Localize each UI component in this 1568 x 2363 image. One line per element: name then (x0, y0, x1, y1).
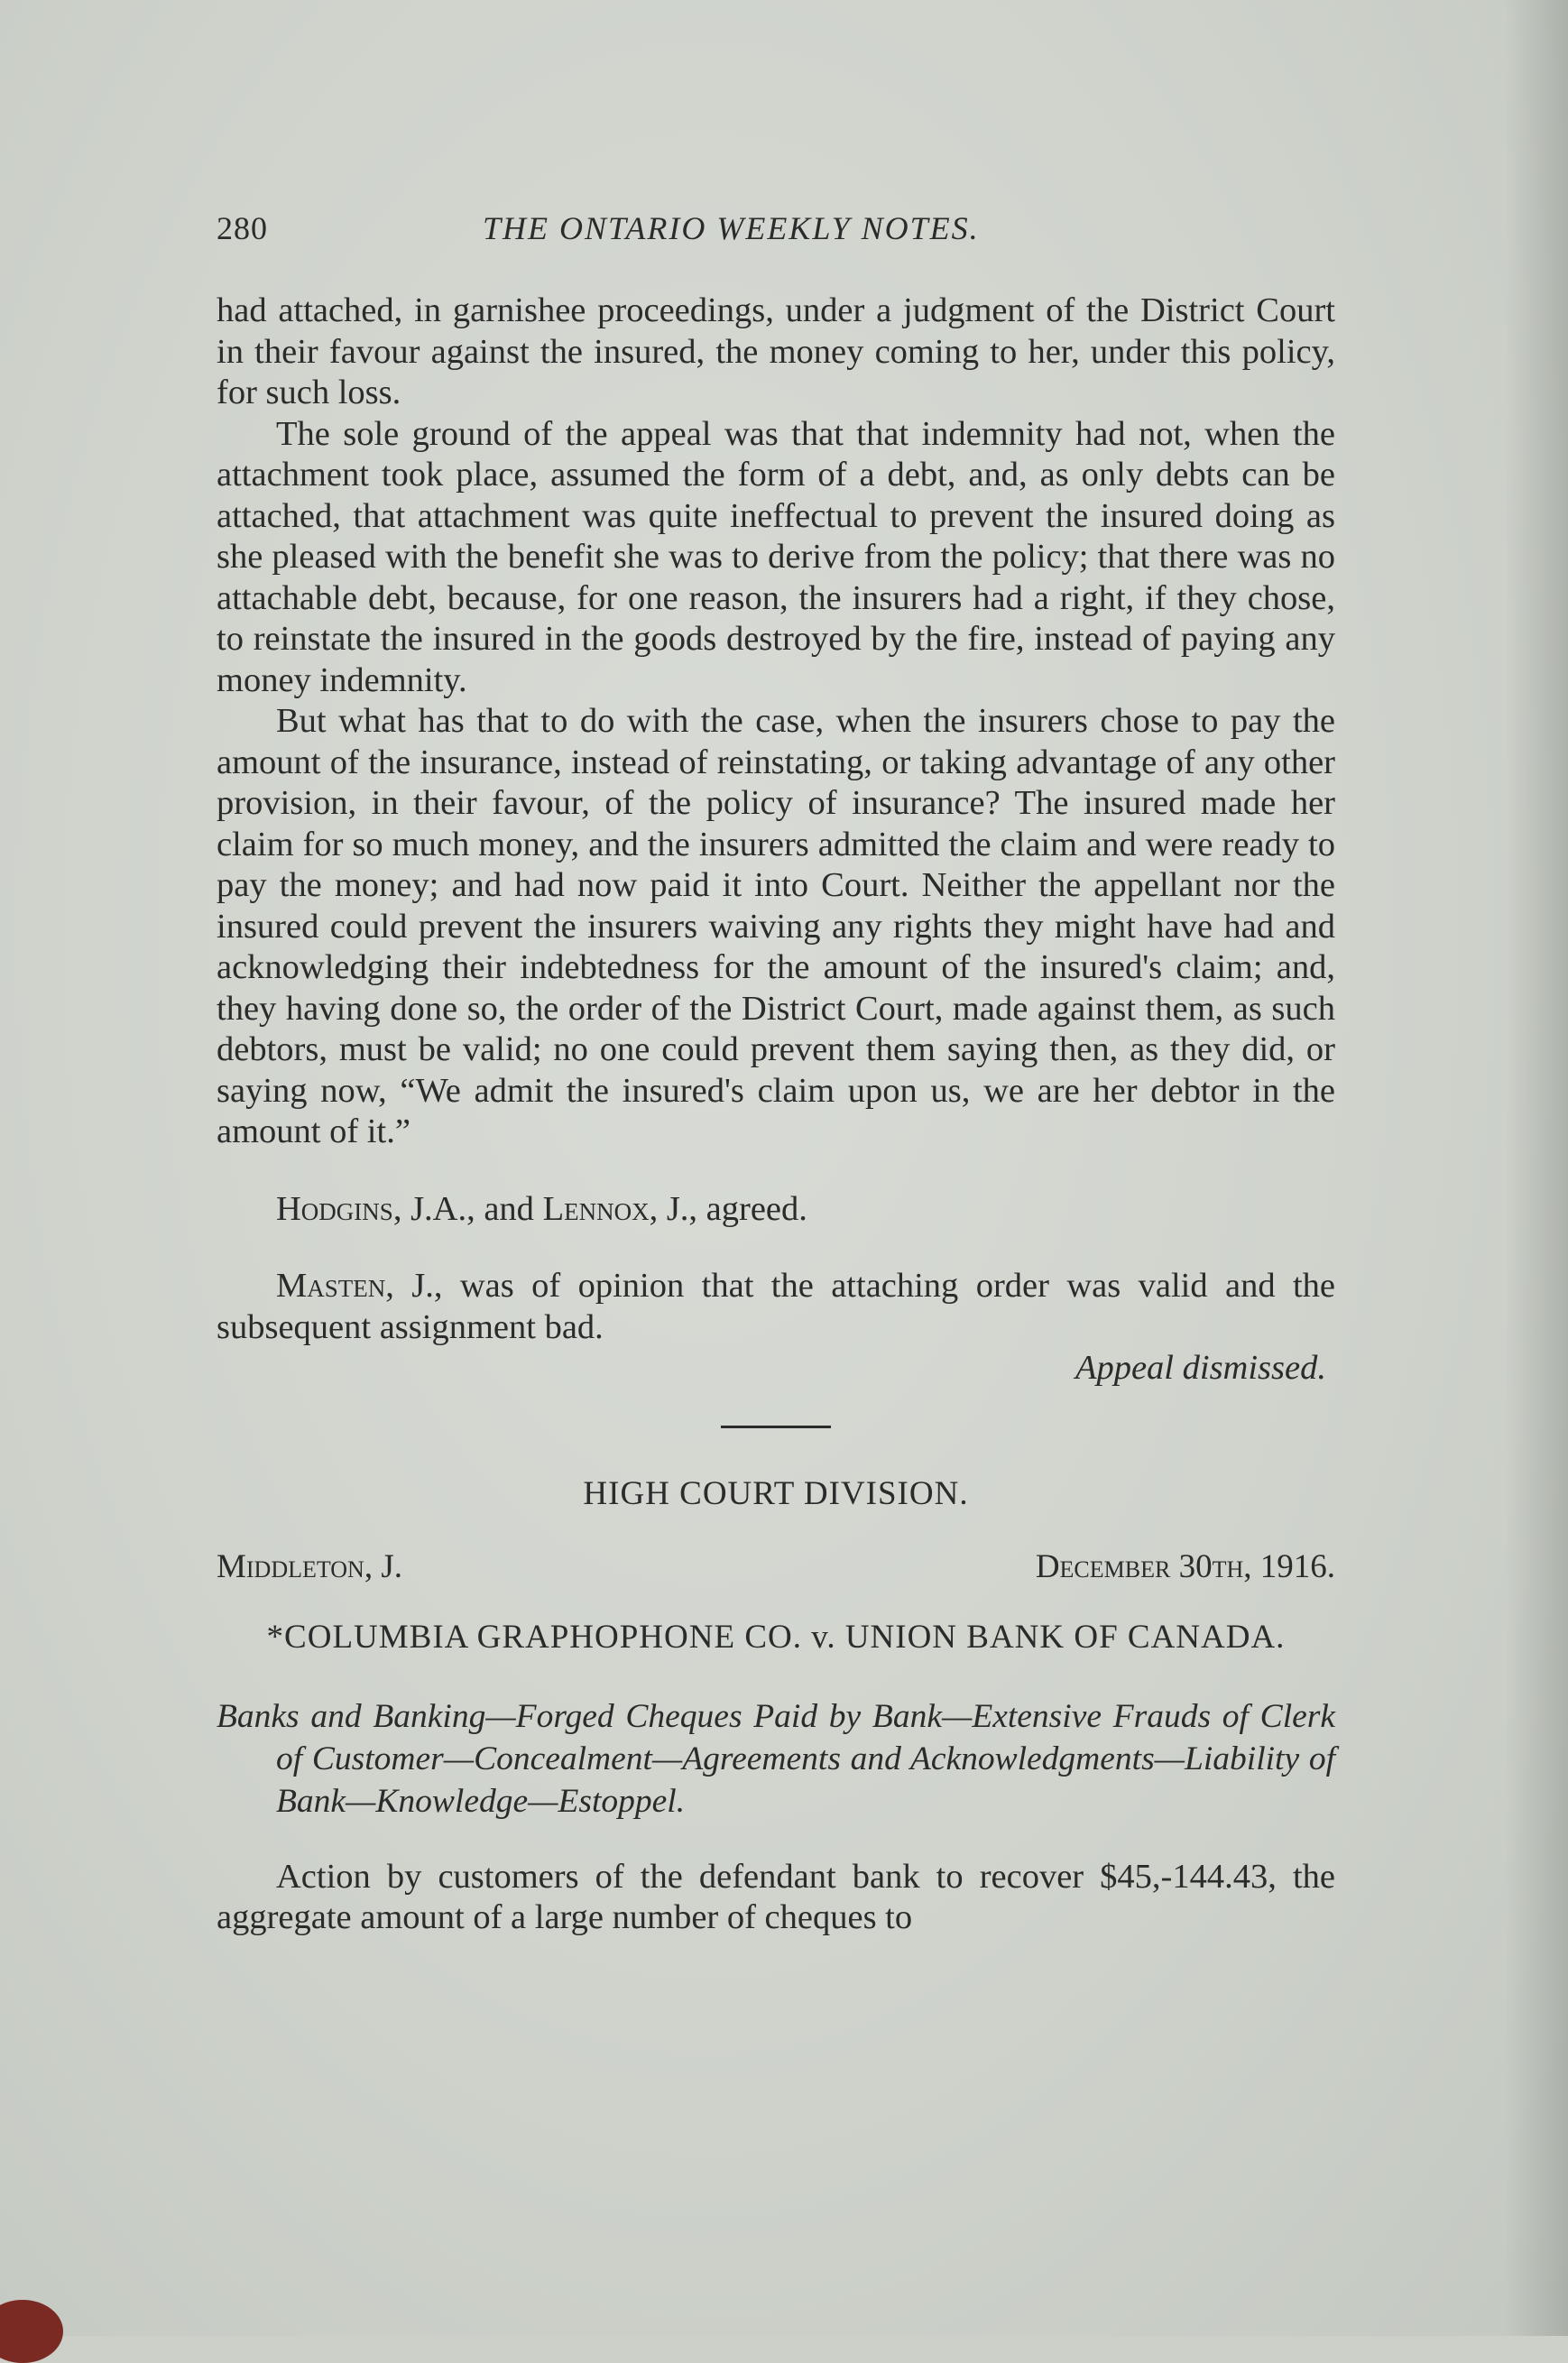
section-divider (721, 1426, 831, 1428)
judge-name: Lennox (542, 1189, 650, 1228)
concurrence-text: , J.A., and (392, 1189, 543, 1228)
page-number: 280 (217, 210, 268, 246)
paragraph-3: But what has that to do with the case, when the insurers chose to pay the amount of the insurance, instead of reinstating, or taking advantage of any other provision, in their favour, of the policy of insurance? The insured made her claim for so much money, and the insurers admitted the claim and were ready to pay the money; and had now paid it into Court. Neither the appellant nor the insured could prevent the insurers waiving any rights they might have had and acknowledging their indebtedness for the amount of the insured's claim; and, they having done so, the order of the District Court, made against them, as such debtors, must be valid; no one could prevent them saying then, as they did, or saying now, “We admit the insured's claim upon us, we are her debtor in the amount of it.” (217, 702, 1335, 1150)
page-edge-shadow (1505, 0, 1568, 2336)
dissent-paragraph (217, 1266, 1335, 1348)
running-head: THE ONTARIO WEEKLY NOTES. (483, 210, 980, 246)
case-title: *COLUMBIA GRAPHOPHONE CO. v. UNION BANK OF CANADA. (266, 1618, 1286, 1656)
paragraph-1: had attached, in garnishee proceedings, under a judgment of the District Court in their favour against the insured, the money coming to her, under this policy, for such loss. (217, 291, 1335, 411)
division-heading: HIGH COURT DIVISION. (583, 1474, 969, 1512)
paragraph-2: The sole ground of the appeal was that that indemnity had not, when the attachment took place, assumed the form of a debt, and, as only debts can be attached, that attachment was quite ineffectual to prevent the insured doing as she pleased with the benefit she was to derive from the policy; that there was no attachable debt, because, for one reason, the insurers had a right, if they chose, to reinstate the insured in the goods destroyed by the fire, instead of paying any money indemnity. (217, 414, 1335, 699)
judge-date-line (217, 1546, 1335, 1588)
judge-name: Masten (276, 1267, 386, 1305)
corner-stain (0, 2300, 63, 2363)
dissent-text: , J., was of opinion that the attaching order was valid and the subsequent assignment bad. (217, 1267, 1335, 1346)
concurrence-paragraph (217, 1189, 1335, 1231)
judge-name: Middleton, J. (217, 1548, 402, 1585)
headnote: Banks and Banking—Forged Cheques Paid by Bank—Extensive Frauds of Clerk of Customer—Concealment—Agreements and Acknowledgments—Liability of Bank—Knowledge—Estoppel. (217, 1697, 1335, 1820)
body-text (217, 291, 1335, 1939)
judge-name: Hodgins (276, 1189, 393, 1228)
judgment-date: December 30th, 1916. (1035, 1548, 1335, 1585)
concurrence-text: , J., agreed. (649, 1189, 807, 1228)
verdict: Appeal dismissed. (1075, 1349, 1326, 1387)
action-paragraph: Action by customers of the defendant bank to recover $45,-144.43, the aggregate amount of a large number of cheques to (217, 1857, 1335, 1936)
page-header (217, 209, 1335, 254)
